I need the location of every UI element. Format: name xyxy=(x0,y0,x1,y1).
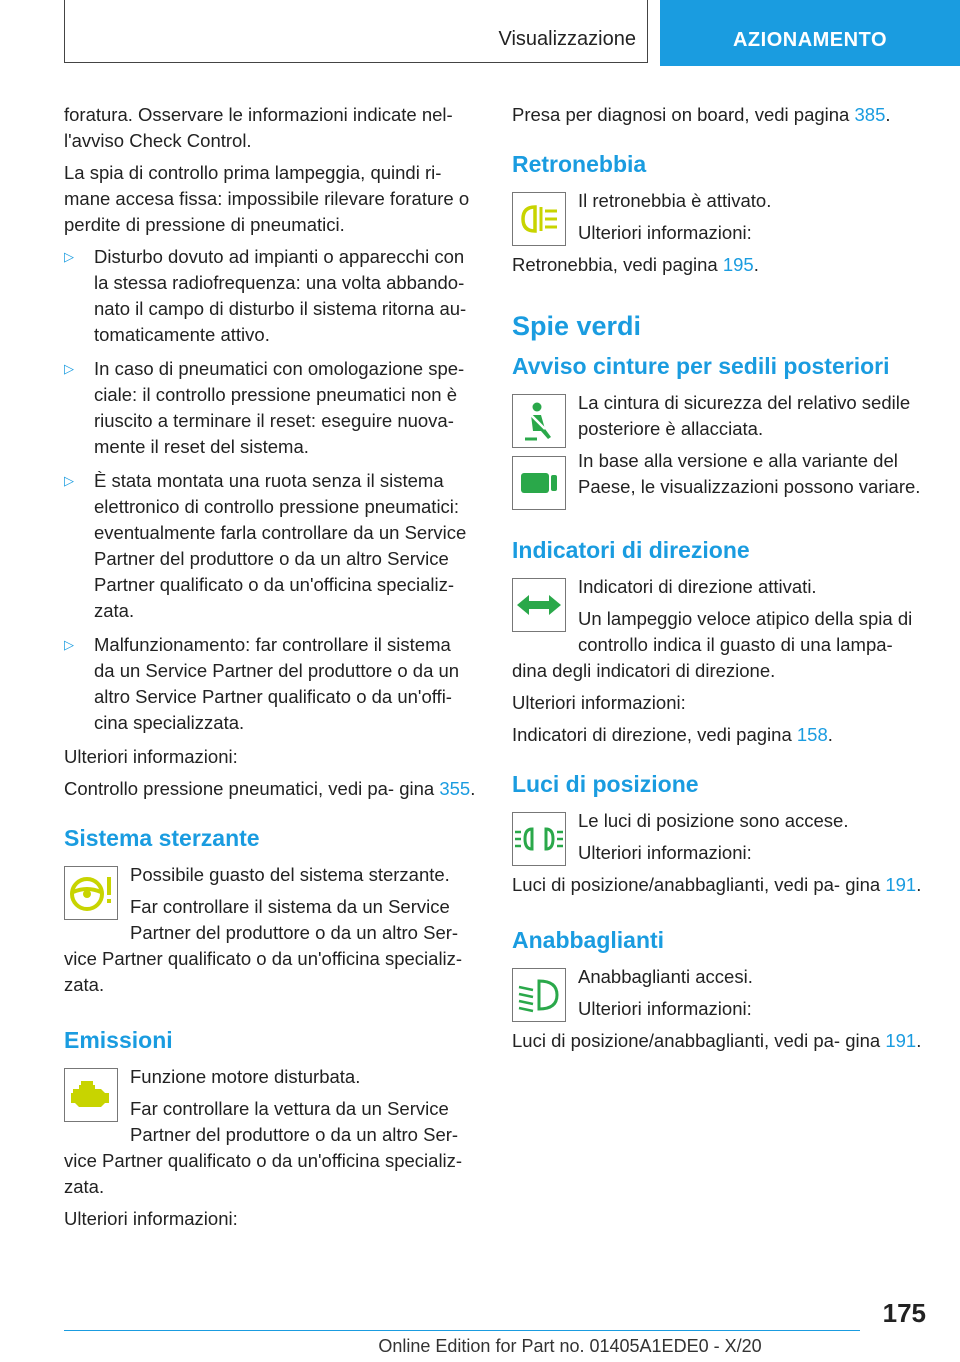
paragraph: Un lampeggio veloce atipico della spia di controllo indica il guasto di una lampa- dina degli indicatori di direzione. xyxy=(512,608,913,681)
chapter-tab[interactable]: AZIONAMENTO xyxy=(660,0,960,66)
more-info-label: Ulteriori informazioni: xyxy=(578,222,752,243)
reference-text: Luci di posizione/anabbaglianti, vedi pa- gina xyxy=(512,1030,881,1051)
reference: Retronebbia, vedi pagina 195. xyxy=(512,254,759,275)
section-title: Visualizzazione xyxy=(498,28,636,50)
page-number: 175 xyxy=(882,1298,926,1328)
section-heading-parking-lights: Luci di posizione xyxy=(512,771,699,797)
footer-edition: Online Edition for Part no. 01405A1EDE0 - X/20 xyxy=(378,1336,762,1356)
list-item xyxy=(64,632,476,736)
more-info-label: Ulteriori informazioni: xyxy=(512,692,686,713)
page-link[interactable]: 191 xyxy=(885,1030,917,1051)
low-beam-icon xyxy=(512,968,566,1022)
paragraph: Indicatori di direzione attivati. xyxy=(578,576,817,597)
check-engine-icon xyxy=(64,1068,118,1122)
reference-text: Controllo pressione pneumatici, vedi pa- gina xyxy=(64,778,435,799)
rear-seat-indicator-icon xyxy=(512,456,566,510)
page-link[interactable]: 195 xyxy=(722,254,754,275)
list-item xyxy=(64,244,476,348)
section-heading-steering: Sistema sterzante xyxy=(64,825,260,851)
rear-fog-light-icon xyxy=(512,192,566,246)
list-item-text: Disturbo dovuto ad impianti o apparecchi con la stessa radiofrequenza: una volta abbando- nato il campo di disturbo il sistema ritorna au- tomaticamente attivo. xyxy=(94,246,467,345)
list-item-text: Malfunzionamento: far controllare il sistema da un Service Partner del produttore o da un altro Service Partner qualificato o da un'offi- cina specializzata. xyxy=(94,634,460,733)
more-info-label: Ulteriori informazioni: xyxy=(64,1208,238,1229)
paragraph: Anabbaglianti accesi. xyxy=(578,966,753,987)
list-item xyxy=(64,356,476,460)
triangle-bullet-icon: ▷ xyxy=(64,249,74,264)
icon-stack xyxy=(512,390,578,514)
paragraph: Il retronebbia è attivato. xyxy=(578,190,772,211)
paragraph: Funzione motore disturbata. xyxy=(130,1066,361,1087)
reference-text: Luci di posizione/anabbaglianti, vedi pa- gina xyxy=(512,874,881,895)
turn-signal-arrows-icon xyxy=(512,578,566,632)
rear-fog-block xyxy=(512,188,924,284)
list-item xyxy=(64,468,476,624)
list-item-text: In caso di pneumatici con omologazione spe- ciale: il controllo pressione pneumatici non è riuscito a terminare il reset: eseguire nuova- mente il reset del sistema. xyxy=(94,358,465,457)
steering-block xyxy=(64,862,476,1004)
more-info-label: Ulteriori informazioni: xyxy=(578,842,752,863)
list-item-text: È stata montata una ruota senza il sistema elettronico di controllo pressione pneumatici: eventualmente farla controllare da un Service Partner del produttore o da un altro Service Partner qualificato o da un'officina specializ- zata. xyxy=(94,470,467,621)
page-link[interactable]: 355 xyxy=(439,778,471,799)
section-heading-green-lights: Spie verdi xyxy=(512,311,642,341)
section-heading-seatbelt: Avviso cinture per sedili posteriori xyxy=(512,353,890,379)
seatbelt-icon xyxy=(512,394,566,448)
more-info-label: Ulteriori informazioni: xyxy=(64,746,238,767)
section-heading-emissions: Emissioni xyxy=(64,1027,173,1053)
page-header xyxy=(0,0,960,66)
reference: Luci di posizione/anabbaglianti, vedi pa- gina 191. xyxy=(512,1030,922,1051)
steering-warning-icon xyxy=(64,866,118,920)
more-info-label: Ulteriori informazioni: xyxy=(578,998,752,1019)
paragraph: foratura. Osservare le informazioni indicate nel- l'avviso Check Control. xyxy=(64,104,453,151)
paragraph: Possibile guasto del sistema sterzante. xyxy=(130,864,450,885)
page-link[interactable]: 385 xyxy=(854,104,886,125)
paragraph: Le luci di posizione sono accese. xyxy=(578,810,849,831)
page-link[interactable]: 158 xyxy=(796,724,828,745)
paragraph: La spia di controllo prima lampeggia, quindi ri- mane accesa fissa: impossibile rilevare forature o perdite di pressione di pneumatici. xyxy=(64,162,470,235)
seatbelt-block xyxy=(512,390,924,514)
paragraph: La cintura di sicurezza del relativo sedile posteriore è allacciata. xyxy=(578,392,911,439)
emissions-block xyxy=(64,1064,476,1206)
reference: Indicatori di direzione, vedi pagina 158. xyxy=(512,724,833,745)
section-heading-low-beam: Anabbaglianti xyxy=(512,927,665,953)
triangle-bullet-icon: ▷ xyxy=(64,473,74,488)
reference-text: Indicatori di direzione, vedi pagina xyxy=(512,724,792,745)
parking-lights-block xyxy=(512,808,924,904)
reference: Luci di posizione/anabbaglianti, vedi pa- gina 191. xyxy=(512,874,922,895)
right-column xyxy=(512,102,924,1060)
reference: Presa per diagnosi on board, vedi pagina 385. xyxy=(512,104,891,125)
page-link[interactable]: 191 xyxy=(885,874,917,895)
reference-text: Presa per diagnosi on board, vedi pagina xyxy=(512,104,850,125)
footer-divider xyxy=(64,1330,860,1331)
triangle-bullet-icon: ▷ xyxy=(64,637,74,652)
left-column xyxy=(64,102,476,1238)
section-heading-turn-signals: Indicatori di direzione xyxy=(512,537,750,563)
parking-lights-icon xyxy=(512,812,566,866)
reference-text: Retronebbia, vedi pagina xyxy=(512,254,718,275)
triangle-bullet-icon: ▷ xyxy=(64,361,74,376)
low-beam-block xyxy=(512,964,924,1060)
paragraph: Far controllare la vettura da un Service Partner del produttore o da un altro Ser- vice Partner qualificato o da un'officina specializ- zata. xyxy=(64,1098,463,1197)
reference: Controllo pressione pneumatici, vedi pa- gina 355. xyxy=(64,778,476,799)
paragraph: Far controllare il sistema da un Service Partner del produttore o da un altro Ser- vice Partner qualificato o da un'officina specializ- zata. xyxy=(64,896,463,995)
turn-signal-block xyxy=(512,574,924,690)
section-heading-rear-fog: Retronebbia xyxy=(512,151,647,177)
paragraph: In base alla versione e alla variante del Paese, le visualizzazioni possono variare. xyxy=(578,450,921,497)
